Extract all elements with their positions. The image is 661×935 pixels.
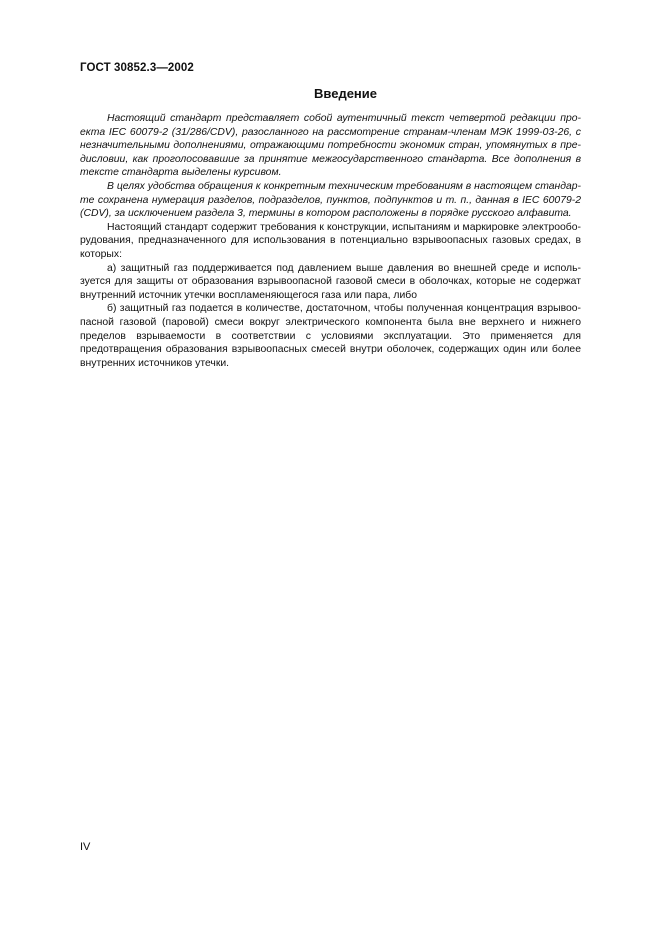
- paragraph-numbering-note: В целях удобства обращения к конкретным техническим требованиям в настоящем стандарте сохранена нумерация разделов, подразделов, пунктов, подпунктов и т. п., данная в IEC 60079-2 (CDV), за исключением раздела 3, термины в котором расположены в порядке русского алфавита.: [80, 180, 581, 220]
- paragraph-scope: Настоящий стандарт содержит требования к конструкции, испытаниям и маркировке электрооборудования, предназначенного для использования в потенциально взрывоопасных газовых средах, в которых:: [80, 221, 581, 260]
- paragraph-item-b: б) защитный газ подается в количестве, достаточном, чтобы полученная концентрация взрывоопасной газовой (паровой) смеси вокруг электрического компонента была вне верхнего и нижнего пределов взрываемости в соответствии с условиями эксплуатации. Это применяется для предотвращения образования взрывоопасных смесей внутри оболочек, содержащих один или более внутренних источников утечки.: [80, 303, 581, 369]
- introduction-body: [80, 112, 581, 370]
- section-title: Введение: [314, 86, 377, 101]
- document-code: ГОСТ 30852.3—2002: [80, 62, 194, 74]
- paragraph-standard-origin: Настоящий стандарт представляет собой аутентичный текст четвертой редакции проекта IEC 60079-2 (31/286/CDV), разосланного на рассмотрение странам-членам МЭК 1999-03-26, с незначительными дополнениями, отражающими потребности экономик стран, упомянутых в предисловии, как проголосовавшие за принятие межгосударственного стандарта. Все дополнения в тексте стандарта выделены курсивом.: [80, 113, 581, 179]
- paragraph-item-a: а) защитный газ поддерживается под давлением выше давления во внешней среде и используется для защиты от образования взрывоопасной газовой смеси в оболочках, которые не содержат внутренний источник утечки воспламеняющегося газа или пара, либо: [80, 262, 581, 301]
- page-number: IV: [80, 841, 91, 853]
